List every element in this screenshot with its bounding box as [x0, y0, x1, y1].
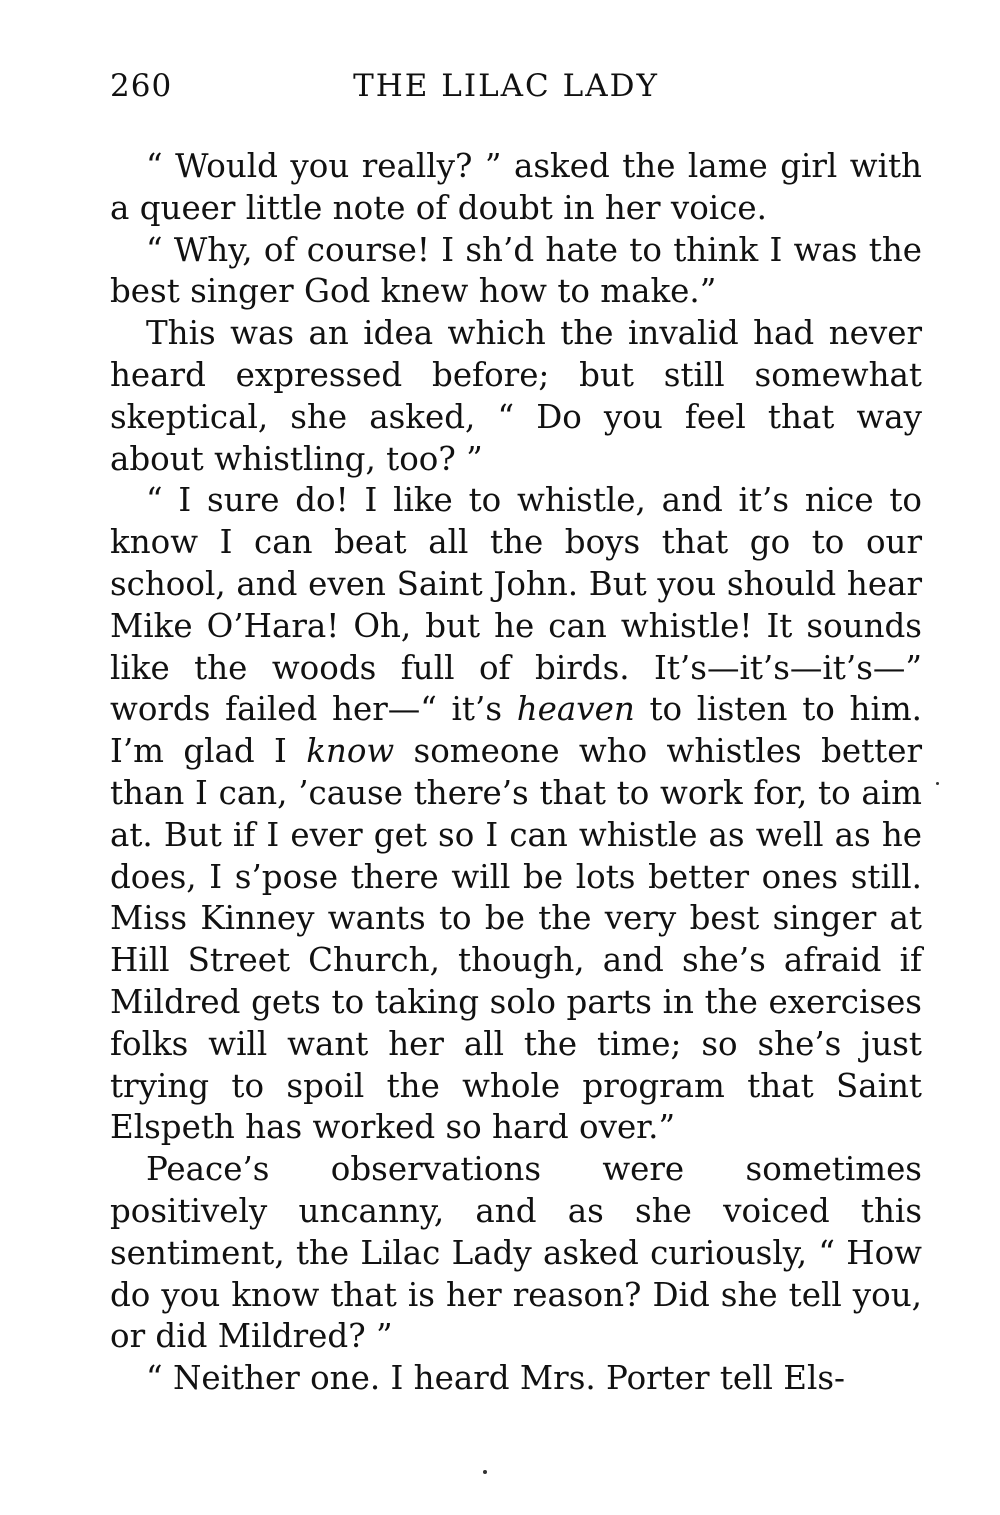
emphasis: heaven — [516, 690, 635, 729]
emphasis: know — [306, 732, 395, 771]
print-speck — [936, 782, 939, 785]
paragraph: “ Would you really? ” asked the lame girl with a queer little note of doubt in her voice. — [110, 147, 922, 227]
paragraph: This was an idea which the invalid had never heard expressed before; but still somewhat skeptical, she asked, “ Do you feel that way about whistling, too? ” — [110, 314, 922, 478]
paragraph-text: to listen to him. I’m glad I — [110, 690, 922, 771]
body-text — [110, 146, 922, 1400]
paragraph — [110, 480, 922, 1149]
paragraph: “ Neither one. I heard Mrs. Porter tell Els- — [146, 1359, 846, 1398]
print-speck — [483, 1470, 487, 1474]
page-header — [110, 60, 922, 116]
paragraph-text: someone who whistles better than I can, ’cause there’s that to work for, to aim at. But if I ever get so I can whistle as well as he does, I s’pose there will be lots better ones still. Miss Kinney wants to be the very best singer at Hill Street Church, though, and she’s afraid if Mildred gets to taking solo parts in the exercises folks will want her all the time; so she’s just trying to spoil the whole program that Saint Elspeth has worked so hard over.” — [110, 732, 922, 1147]
page-number: 260 — [110, 68, 173, 104]
paragraph: Peace’s observations were sometimes positively uncanny, and as she voiced this sentiment, the Lilac Lady asked curiously, “ How do you know that is her reason? Did she tell you, or did Mildred? ” — [110, 1150, 922, 1356]
paragraph-text: “ I sure do! I like to whistle, and it’s nice to know I can beat all the boys that go to our school, and even Saint John. But you should hear Mike O’Hara! Oh, but he can whistle! It sounds like the woods full of birds. It’s—it’s—it’s—” words failed her—“ it’s — [110, 481, 922, 729]
paragraph: “ Why, of course! I sh’d hate to think I was the best singer God knew how to make.” — [110, 230, 922, 311]
book-page — [110, 60, 922, 1400]
running-title: THE LILAC LADY — [353, 68, 659, 104]
